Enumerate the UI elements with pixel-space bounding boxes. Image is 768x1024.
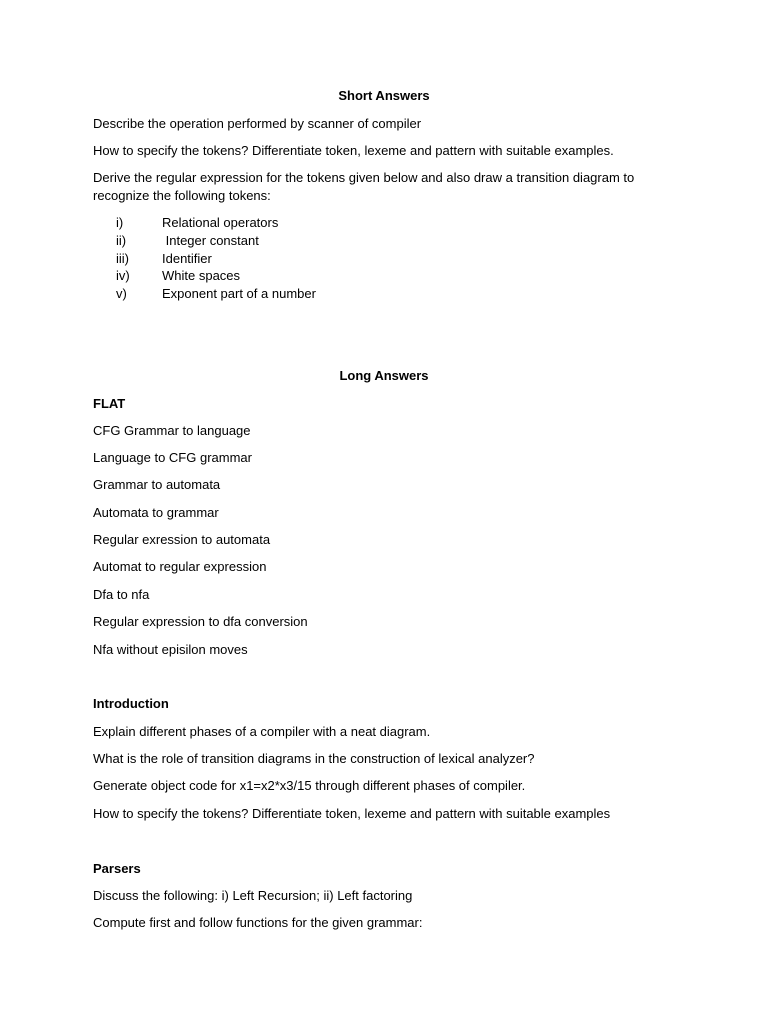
introduction-item: What is the role of transition diagrams in the construction of lexical analyzer? [93,751,535,766]
flat-item: Grammar to automata [93,477,221,492]
token-list-label: Identifier [162,251,212,266]
flat-item: Automat to regular expression [93,559,267,574]
parsers-section-title: Parsers [93,861,141,876]
token-list-number: v) [116,286,127,301]
token-list-label: Relational operators [162,215,279,230]
introduction-section-title: Introduction [93,696,169,711]
introduction-item: Generate object code for x1=x2*x3/15 through different phases of compiler. [93,778,526,793]
flat-item: Regular expression to dfa conversion [93,614,308,629]
flat-item: Language to CFG grammar [93,450,252,465]
flat-item: Dfa to nfa [93,587,150,602]
short-question-2: How to specify the tokens? Differentiate token, lexeme and pattern with suitable examples. [93,143,614,158]
flat-item: Nfa without episilon moves [93,642,248,657]
token-list-number: i) [116,215,124,230]
token-list-number: iii) [116,251,129,266]
token-list-label: Exponent part of a number [162,286,316,301]
short-question-3: Derive the regular expression for the tokens given below and also draw a transition diagram to recognize the following tokens: [93,170,635,203]
flat-item: Automata to grammar [93,505,219,520]
token-list-number: iv) [116,268,130,283]
short-question-1: Describe the operation performed by scanner of compiler [93,116,422,131]
token-list-label: White spaces [162,268,241,283]
parsers-item: Compute first and follow functions for the given grammar: [93,915,423,930]
token-list-number: ii) [116,233,127,248]
flat-section-title: FLAT [93,396,126,411]
token-list-label: Integer constant [162,233,259,248]
introduction-item: Explain different phases of a compiler with a neat diagram. [93,724,431,739]
long-answers-heading: Long Answers [339,368,429,383]
parsers-item: Discuss the following: i) Left Recursion; ii) Left factoring [93,888,413,903]
short-answers-heading: Short Answers [338,88,430,103]
flat-item: Regular exression to automata [93,532,271,547]
introduction-item: How to specify the tokens? Differentiate token, lexeme and pattern with suitable examples [93,806,611,821]
flat-item: CFG Grammar to language [93,423,251,438]
